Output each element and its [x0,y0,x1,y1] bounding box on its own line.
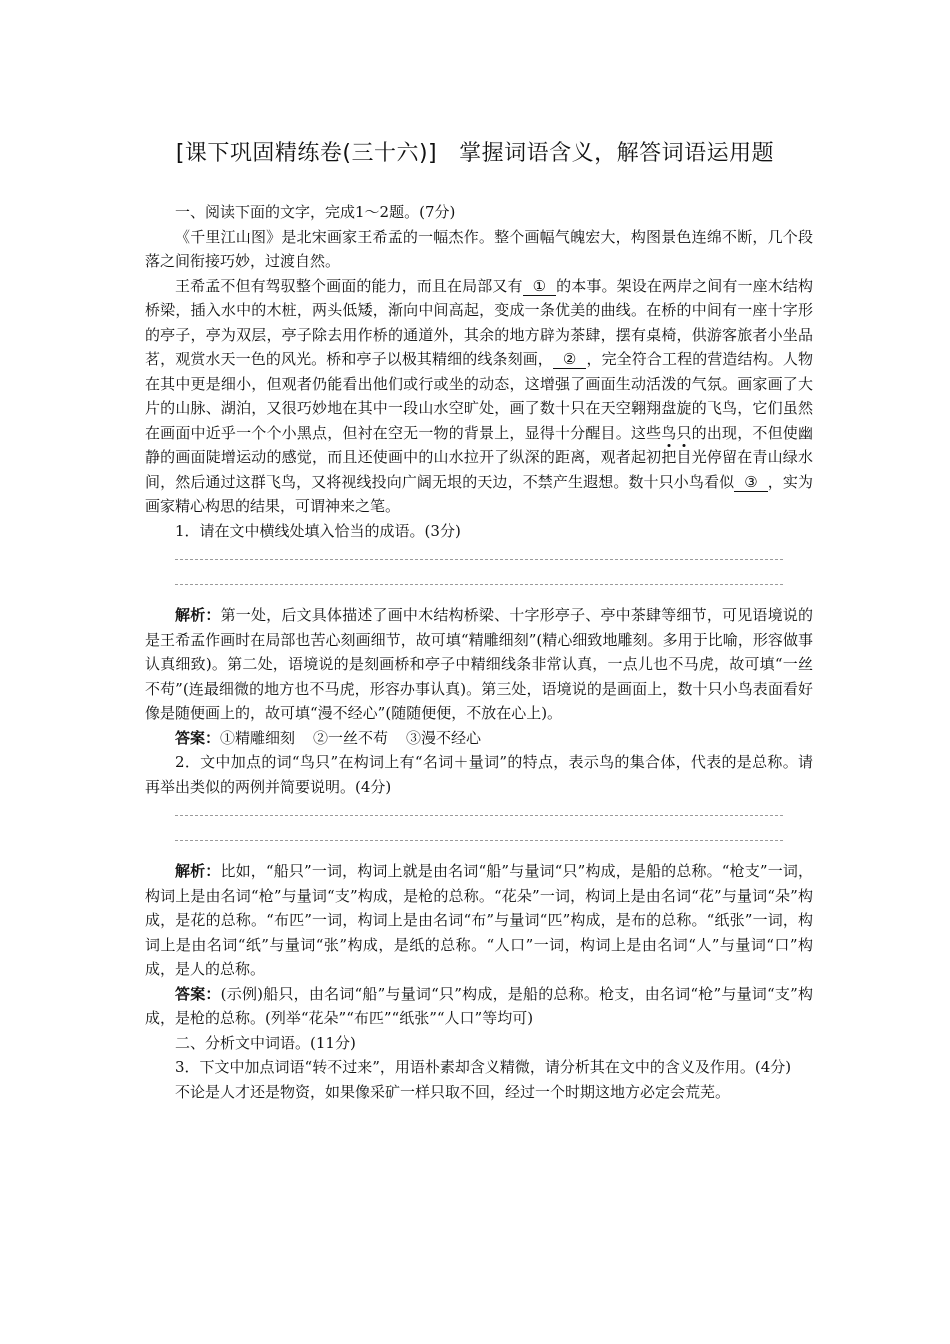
passage-text: ，实为画家精心构思的结果，可谓神来之笔。 [145,472,813,515]
blank-1: ① [523,277,556,296]
answer-line [175,828,783,841]
passage-paragraph-2 [145,274,813,519]
analysis-text: 比如，“船只”一词，构词上就是由名词“船”与量词“只”构成，是船的总称。“枪支”一词，构词上是由名词“枪”与量词“支”构成，是枪的总称。“花朵”一词，构词上是由名词“花”与量词“朵”构成，是花的总称。“布匹”一词，构词上是由名词“布”与量词“匹”构成，是布的总称。“纸张”一词，构词上是由名词“纸”与量词“张”构成，是纸的总称。“人口”一词，构词上是由名词“人”与量词“口”构成，是人的总称。 [145,862,813,978]
answer-line [175,547,783,560]
passage-text: 的本事。架设在两岸之间有一座木结构桥梁，插入水中的木桩，两头低矮，渐向中间高起，变成一条优美的曲线。在桥的中间有一座十字形的亭子，亭为双层，亭子除去用作桥的通道外，其余的地方辟为茶肆，摆有桌椅，供游客旅者小坐品茗，观赏水天一色的风光。桥和亭子以极其精细的线条刻画， [145,276,813,368]
answer-item-1: ①精雕细刻 [220,728,296,747]
dotted-char-zhi: 只 [676,423,692,442]
answer-q1 [145,726,813,751]
question-1: 1．请在文中横线处填入恰当的成语。(3分) [175,521,461,540]
question-3: 3．下文中加点词语“转不过来”，用语朴素却含义精微，请分析其在文中的含义及作用。(4分) [175,1058,792,1076]
answer-item-2: ②一丝不苟 [313,728,389,747]
blank-2: ② [553,350,586,369]
answer-line [175,803,783,816]
analysis-q1 [145,603,813,726]
answer-lines-q2 [145,803,813,841]
title-main: [课下巩固精练卷(三十六)] [175,141,438,166]
answer-line [175,572,783,585]
answer-label: 答案： [175,728,221,747]
analysis-label: 解析： [175,862,221,880]
passage-text: 王希孟不但有驾驭整个画面的能力，而且在局部又有 [175,276,523,295]
analysis-text: 第一处，后文具体描述了画中木结构桥梁、十字形亭子、亭中茶肆等细节，可见语境说的是王希孟作画时在局部也苦心刻画细节，故可填“精雕细刻”(精心细致地雕刻。多用于比喻，形容做事认真细致)。第二处，语境说的是刻画桥和亭子中精细线条非常认真，一点儿也不马虎，故可填“一丝不苟”(连最细微的地方也不马虎，形容办事认真)。第三处，语境说的是画面上，数十只小鸟表面看好像是随便画上的，故可填“漫不经心”(随随便便，不放在心上)。 [145,606,813,722]
answer-item-3: ③漫不经心 [406,728,482,747]
answer-label: 答案： [175,984,221,1003]
title-sub: 掌握词语含义，解答词语运用题 [459,141,775,166]
content [145,200,813,1104]
section1-heading: 一、阅读下面的文字，完成1～2题。(7分) [175,203,456,221]
analysis-label: 解析： [175,606,221,624]
section2-heading: 二、分析文中词语。(11分) [175,1033,356,1052]
passage-text: ，完全符合工程的营造结构。人物在其中更是细小，但观者仍能看出他们或行或坐的动态，这增强了画面生动活泼的气氛。画家画了大片的山脉、湖泊，又很巧妙地在其中一段山水空旷处，画了数十只在天空翱翔盘旋的飞鸟，它们虽然在画面中近乎一个个小黑点，但衬在空无一物的背景上，显得十分醒目。这些 [145,350,813,442]
question-3-passage: 不论是人才还是物资，如果像采矿一样只取不回，经过一个时期这地方必定会荒芜。 [175,1082,731,1101]
passage-text: 的出现，不但使幽静的画面陡增运动的感觉，而且还使画中的山水拉开了纵深的距离，观者起初把目光停留在青山绿水间，然后通过这群飞鸟，又将视线投向广阔无垠的天边，不禁产生遐想。数十只小鸟看似 [145,423,813,491]
blank-3: ③ [734,473,767,492]
analysis-q2 [145,859,813,982]
dotted-char-bird: 鸟 [661,423,677,442]
reading-passage [145,225,813,519]
answer-text: (示例)船只，由名词“船”与量词“只”构成，是船的总称。枪支，由名词“枪”与量词“支”构成，是枪的总称。(列举“花朵”“布匹”“纸张”“人口”等均可) [145,984,813,1027]
passage-paragraph-1: 《千里江山图》是北宋画家王希孟的一幅杰作。整个画幅气魄宏大，构图景色连绵不断，几个段落之间衔接巧妙，过渡自然。 [145,227,813,270]
answer-lines-q1 [145,547,813,585]
page-title [0,136,950,167]
question-2: 2．文中加点的词“鸟只”在构词上有“名词＋量词”的特点，表示鸟的集合体，代表的是总称。请再举出类似的两例并简要说明。(4分) [145,753,813,796]
answer-q2 [145,982,813,1031]
